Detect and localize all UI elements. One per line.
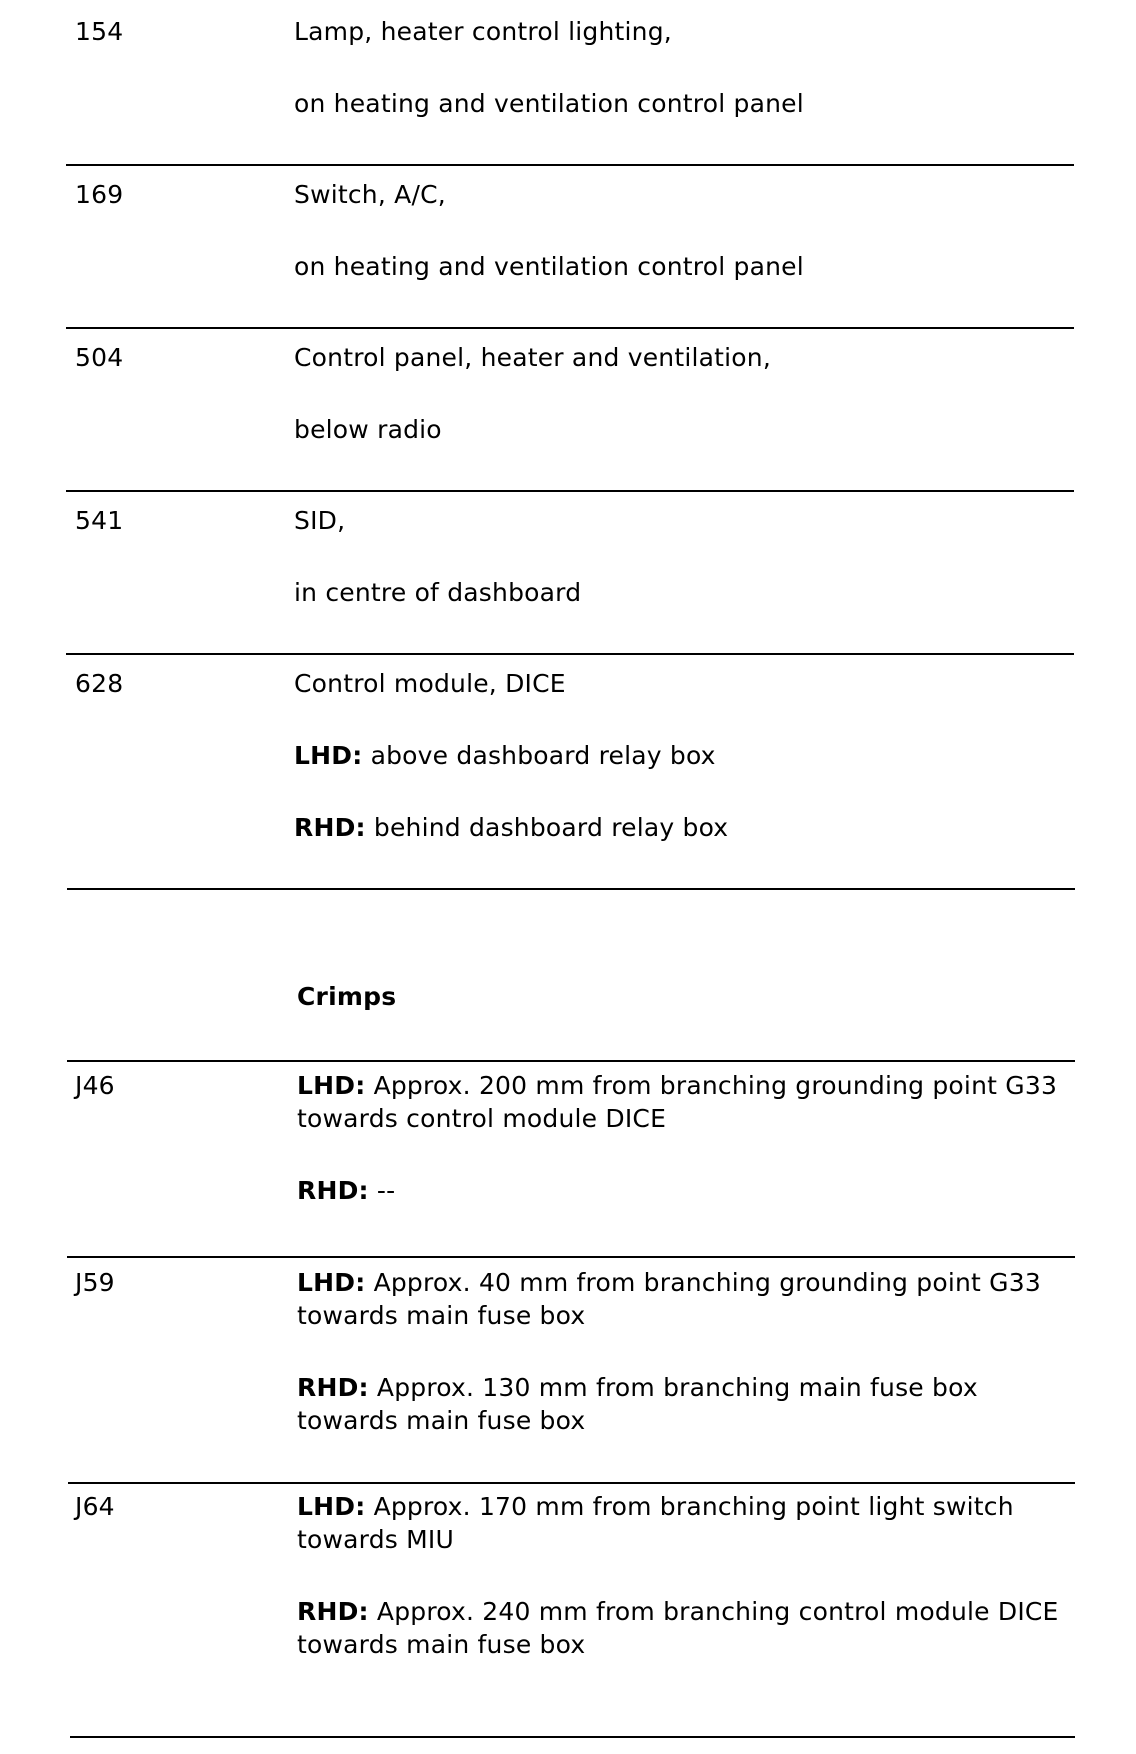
crimp-code: J46 xyxy=(75,1071,115,1100)
lhd-location xyxy=(297,1266,1077,1332)
component-title: Control panel, heater and ventilation, xyxy=(294,343,771,372)
lhd-label: LHD: xyxy=(294,741,363,770)
crimp-code: J59 xyxy=(75,1268,115,1297)
component-title: SID, xyxy=(294,506,346,535)
row-divider xyxy=(68,1482,1075,1484)
component-location: in centre of dashboard xyxy=(294,578,582,607)
rhd-label: RHD: xyxy=(294,813,366,842)
component-code: 154 xyxy=(75,17,124,46)
lhd-location xyxy=(297,1069,1077,1135)
component-title: Lamp, heater control lighting, xyxy=(294,17,672,46)
row-divider xyxy=(70,1736,1075,1738)
component-code: 504 xyxy=(75,343,124,372)
lhd-label: LHD: xyxy=(297,1492,366,1521)
rhd-label: RHD: xyxy=(297,1176,369,1205)
component-location: on heating and ventilation control panel xyxy=(294,252,804,281)
component-code: 541 xyxy=(75,506,124,535)
row-divider xyxy=(66,164,1074,166)
component-code: 169 xyxy=(75,180,124,209)
rhd-label: RHD: xyxy=(297,1597,369,1626)
rhd-location xyxy=(297,1371,1077,1437)
lhd-text: Approx. 170 mm from branching point light switch towards MIU xyxy=(297,1492,1014,1554)
rhd-text: Approx. 130 mm from branching main fuse box towards main fuse box xyxy=(297,1373,978,1435)
lhd-label: LHD: xyxy=(297,1071,366,1100)
component-location: on heating and ventilation control panel xyxy=(294,89,804,118)
rhd-text: Approx. 240 mm from branching control module DICE towards main fuse box xyxy=(297,1597,1059,1659)
lhd-location xyxy=(294,739,716,772)
row-divider xyxy=(67,888,1075,890)
component-code: 628 xyxy=(75,669,124,698)
row-divider xyxy=(66,327,1074,329)
component-title: Switch, A/C, xyxy=(294,180,446,209)
lhd-label: LHD: xyxy=(297,1268,366,1297)
rhd-location xyxy=(297,1595,1077,1661)
row-divider xyxy=(66,653,1074,655)
rhd-text: behind dashboard relay box xyxy=(373,813,729,842)
rhd-label: RHD: xyxy=(297,1373,369,1402)
rhd-text: -- xyxy=(376,1176,396,1205)
lhd-text: above dashboard relay box xyxy=(370,741,716,770)
crimp-code: J64 xyxy=(75,1492,115,1521)
rhd-location xyxy=(297,1174,1077,1207)
lhd-location xyxy=(297,1490,1077,1556)
lhd-text: Approx. 40 mm from branching grounding point G33 towards main fuse box xyxy=(297,1268,1041,1330)
crimps-heading: Crimps xyxy=(297,982,397,1011)
component-location: below radio xyxy=(294,415,442,444)
row-divider xyxy=(67,1256,1075,1258)
lhd-text: Approx. 200 mm from branching grounding point G33 towards control module DICE xyxy=(297,1071,1058,1133)
row-divider xyxy=(66,490,1074,492)
component-title: Control module, DICE xyxy=(294,669,566,698)
rhd-location xyxy=(294,811,728,844)
row-divider xyxy=(67,1060,1075,1062)
